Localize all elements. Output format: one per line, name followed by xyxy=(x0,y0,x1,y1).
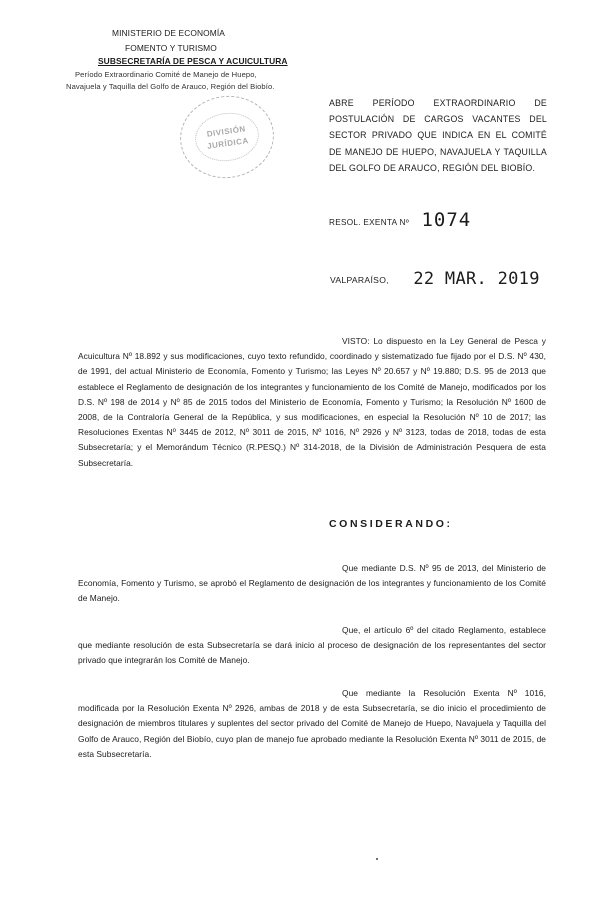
considerando-paragraph-3 xyxy=(78,686,546,762)
visto-paragraph xyxy=(78,334,546,471)
resolution-subject: ABRE PERÍODO EXTRAORDINARIO DE POSTULACIÓN DE CARGOS VACANTES DEL SECTOR PRIVADO QUE INDICA EN EL COMITÉ DE MANEJO DE HUEPO, NAVAJUELA Y TAQUILLA DEL GOLFO DE ARAUCO, REGIÓN DEL BIOBÍO. xyxy=(329,98,547,173)
ministry-name: MINISTERIO DE ECONOMÍA xyxy=(112,28,225,38)
stamp-text-line-2: JURÍDICA xyxy=(206,136,250,151)
reference-line-1: Período Extraordinario Comité de Manejo de Huepo, xyxy=(75,70,257,79)
considerando-heading: CONSIDERANDO: xyxy=(329,518,453,530)
considerando-text-2: Que, el artículo 6º del citado Reglamento, establece que mediante resolución de esta Subsecretaría se dará inicio al proceso de designación de los representantes del sector privado que integrarán los Comité de Manejo. xyxy=(78,625,546,666)
place-name: VALPARAÍSO, xyxy=(330,275,389,285)
undersecretariat-name: SUBSECRETARÍA DE PESCA Y ACUICULTURA xyxy=(98,56,288,66)
scan-speck xyxy=(376,858,378,860)
considerando-paragraph-1 xyxy=(78,561,546,607)
department-name: FOMENTO Y TURISMO xyxy=(125,43,217,53)
considerando-paragraph-2 xyxy=(78,623,546,669)
resolution-number: 1074 xyxy=(421,209,472,231)
considerando-text-3: Que mediante la Resolución Exenta Nº 1016, modificada por la Resolución Exenta Nº 2926, ambas de 2018 y de esta Subsecretaría, se dio inicio el procedimiento de designación de miembros titulares y suplentes del sector privado del Comité de Manejo de Huepo, Navajuela y Taquilla del Golfo de Arauco, Región del Biobío, cuyo plan de manejo fue aprobado mediante la Resolución Exenta Nº 3011 de 2015, de esta Subsecretaría. xyxy=(78,688,546,759)
visto-text: VISTO: Lo dispuesto en la Ley General de Pesca y Acuicultura Nº 18.892 y sus modificaciones, cuyo texto refundido, coordinado y sistematizado fue fijado por el D.S. Nº 430, de 1991, del actual Ministerio de Economía, Fomento y Turismo; las Leyes Nº 20.657 y Nº 19.880; D.S. 95 de 2013 que establece el Reglamento de designación de los integrantes y funcionamiento de los Comité de Manejo, modificados por los D.S. Nº 198 de 2014 y Nº 85 de 2015 todos del Ministerio de Economía, Fomento y Turismo; la Resolución Nº 1600 de 2008, de la Contraloría General de la República, y sus modificaciones, en especial la Resolución Nº 10 de 2017; las Resoluciones Exentas Nº 3445 de 2012, Nº 3011 de 2015, Nº 1016, Nº 2926 y Nº 3123, todas de 2018, todas de esta Subsecretaría; y el Memorándum Técnico (R.PESQ.) Nº 314-2018, de la División de Administración Pesquera de esta Subsecretaría. xyxy=(78,336,546,468)
resolution-number-line xyxy=(329,208,471,230)
reference-line-2: Navajuela y Taquilla del Golfo de Arauco, Región del Biobío. xyxy=(66,82,275,91)
resolution-label: RESOL. EXENTA Nº xyxy=(329,218,409,227)
considerando-text-1: Que mediante D.S. Nº 95 de 2013, del Ministerio de Economía, Fomento y Turismo, se aprobó el Reglamento de designación de los integrantes y funcionamiento de los Comité de Manejo. xyxy=(78,563,546,604)
place-date-line xyxy=(330,268,540,288)
official-stamp xyxy=(175,90,279,184)
stamp-text-line-1: DIVISIÓN xyxy=(206,124,247,139)
resolution-date: 22 MAR. 2019 xyxy=(413,269,540,289)
